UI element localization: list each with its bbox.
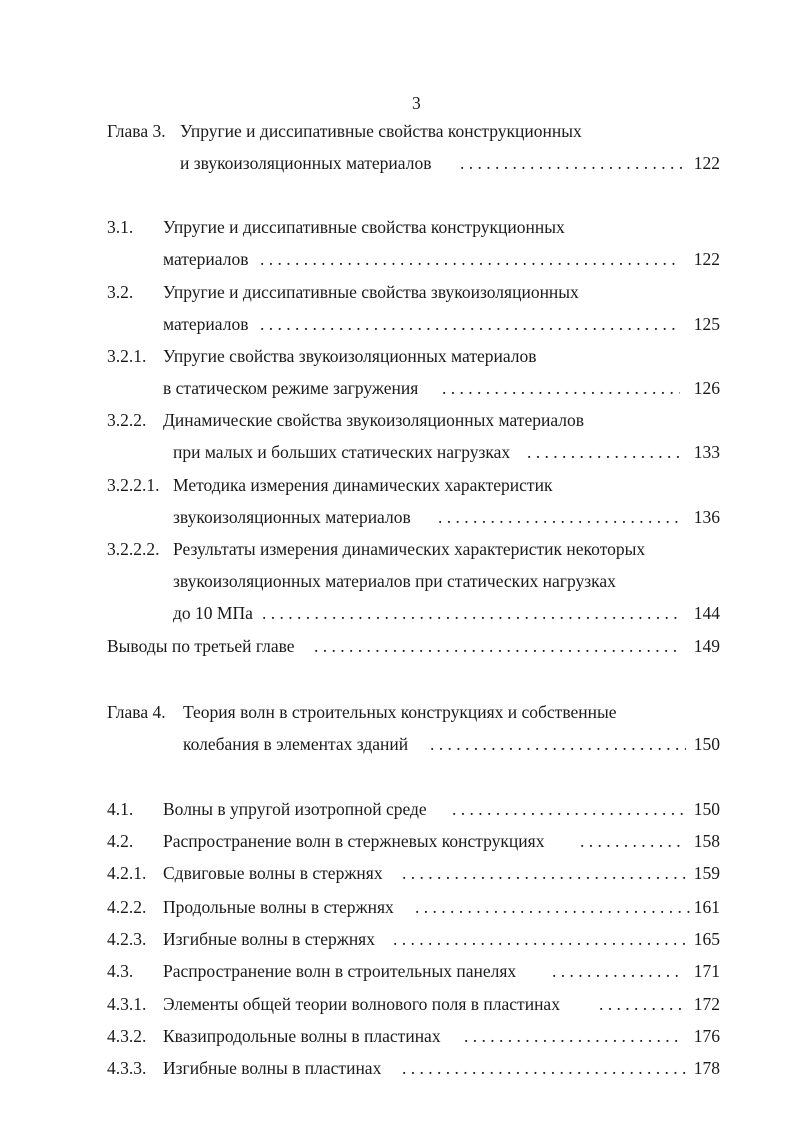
entry-title-line2: материалов <box>163 314 249 334</box>
entry-page: 159 <box>693 863 720 883</box>
chapter-4-label: Глава 4. <box>107 702 166 722</box>
entry-title-line1: Упругие и диссипативные свойства конструкционных <box>163 217 565 237</box>
leader-dots <box>552 960 680 982</box>
entry-title: Изгибные волны в стержнях <box>163 929 375 949</box>
entry-title: Волны в упругой изотропной среде <box>163 799 427 819</box>
entry-page: 161 <box>693 897 720 917</box>
entry-page: 165 <box>693 929 720 949</box>
chapter-3-page: 122 <box>693 153 720 173</box>
leader-dots <box>438 506 680 528</box>
entry-number: 3.1. <box>107 217 134 237</box>
entry-page: 144 <box>693 603 720 623</box>
leader-dots <box>452 798 686 820</box>
entry-number: 4.1. <box>107 799 134 819</box>
entry-number: 4.2.2. <box>107 897 147 917</box>
leader-dots <box>527 441 680 463</box>
entry-title: Распространение волн в стержневых конструкциях <box>163 831 545 851</box>
entry-number: 4.2.1. <box>107 863 147 883</box>
entry-page: 149 <box>693 636 720 656</box>
entry-title-line2: звукоизоляционных материалов <box>173 507 411 527</box>
leader-dots <box>393 928 686 950</box>
page-number: 3 <box>412 93 421 113</box>
entry-title: Квазипродольные волны в пластинах <box>163 1026 441 1046</box>
entry-page: 133 <box>693 442 720 462</box>
entry-title-line1: Результаты измерения динамических характеристик некоторых <box>173 539 646 559</box>
entry-page: 122 <box>693 249 720 269</box>
entry-page: 126 <box>693 378 720 398</box>
leader-dots <box>442 377 680 399</box>
entry-title: Элементы общей теории волнового поля в пластинах <box>163 994 560 1014</box>
chapter-3-label: Глава 3. <box>107 121 166 141</box>
entry-page: 158 <box>693 831 720 851</box>
entry-title-line2: материалов <box>163 249 249 269</box>
entry-number: 4.2. <box>107 831 134 851</box>
leader-dots <box>460 152 686 174</box>
entry-page: 171 <box>693 961 720 981</box>
entry-number: 3.2.2.1. <box>107 475 160 495</box>
chapter-3-title-line1: Упругие и диссипативные свойства конструкционных <box>180 121 582 141</box>
entry-page: 150 <box>693 799 720 819</box>
leader-dots <box>314 635 680 657</box>
entry-title: Продольные волны в стержнях <box>163 897 394 917</box>
entry-number: 3.2.2. <box>107 410 147 430</box>
leader-dots <box>430 733 686 755</box>
leader-dots <box>464 1025 680 1047</box>
entry-title-line1: Методика измерения динамических характеристик <box>173 475 553 495</box>
leader-dots <box>260 248 680 270</box>
entry-title-line1: Динамические свойства звукоизоляционных материалов <box>163 410 584 430</box>
leader-dots <box>415 896 691 918</box>
entry-number: 4.3.1. <box>107 994 147 1014</box>
chapter-3-title-line2: и звукоизоляционных материалов <box>180 153 432 173</box>
entry-title: Сдвиговые волны в стержнях <box>163 863 383 883</box>
entry-title-line3: до 10 МПа <box>173 603 253 623</box>
entry-page: 178 <box>693 1058 720 1078</box>
entry-number: 4.3.3. <box>107 1058 147 1078</box>
leader-dots <box>599 993 686 1015</box>
leader-dots <box>402 1057 686 1079</box>
entry-page: 176 <box>693 1026 720 1046</box>
chapter-4-title-line1: Теория волн в строительных конструкциях и собственные <box>183 702 617 722</box>
leader-dots <box>580 830 686 852</box>
entry-title-line1: Упругие свойства звукоизоляционных материалов <box>163 346 537 366</box>
entry-title: Распространение волн в строительных панелях <box>163 961 517 981</box>
chapter-4-title-line2: колебания в элементах зданий <box>183 734 409 754</box>
entry-number: 3.2.1. <box>107 346 147 366</box>
entry-page: 125 <box>693 314 720 334</box>
entry-number: 4.3.2. <box>107 1026 147 1046</box>
leader-dots <box>262 602 680 624</box>
entry-number: 3.2.2.2. <box>107 539 160 559</box>
entry-title: Выводы по третьей главе <box>107 636 295 656</box>
entry-number: 4.3. <box>107 961 134 981</box>
entry-title: Изгибные волны в пластинах <box>163 1058 382 1078</box>
entry-number: 3.2. <box>107 282 134 302</box>
entry-page: 136 <box>693 507 720 527</box>
entry-title-line2: звукоизоляционных материалов при статических нагрузках <box>173 571 616 591</box>
entry-title-line1: Упругие и диссипативные свойства звукоизоляционных <box>163 282 579 302</box>
entry-page: 172 <box>693 994 720 1014</box>
entry-number: 4.2.3. <box>107 929 147 949</box>
entry-title-line2: при малых и больших статических нагрузках <box>173 442 511 462</box>
leader-dots <box>260 313 680 335</box>
entry-title-line2: в статическом режиме загружения <box>163 378 419 398</box>
leader-dots <box>402 862 686 884</box>
chapter-4-page: 150 <box>693 734 720 754</box>
